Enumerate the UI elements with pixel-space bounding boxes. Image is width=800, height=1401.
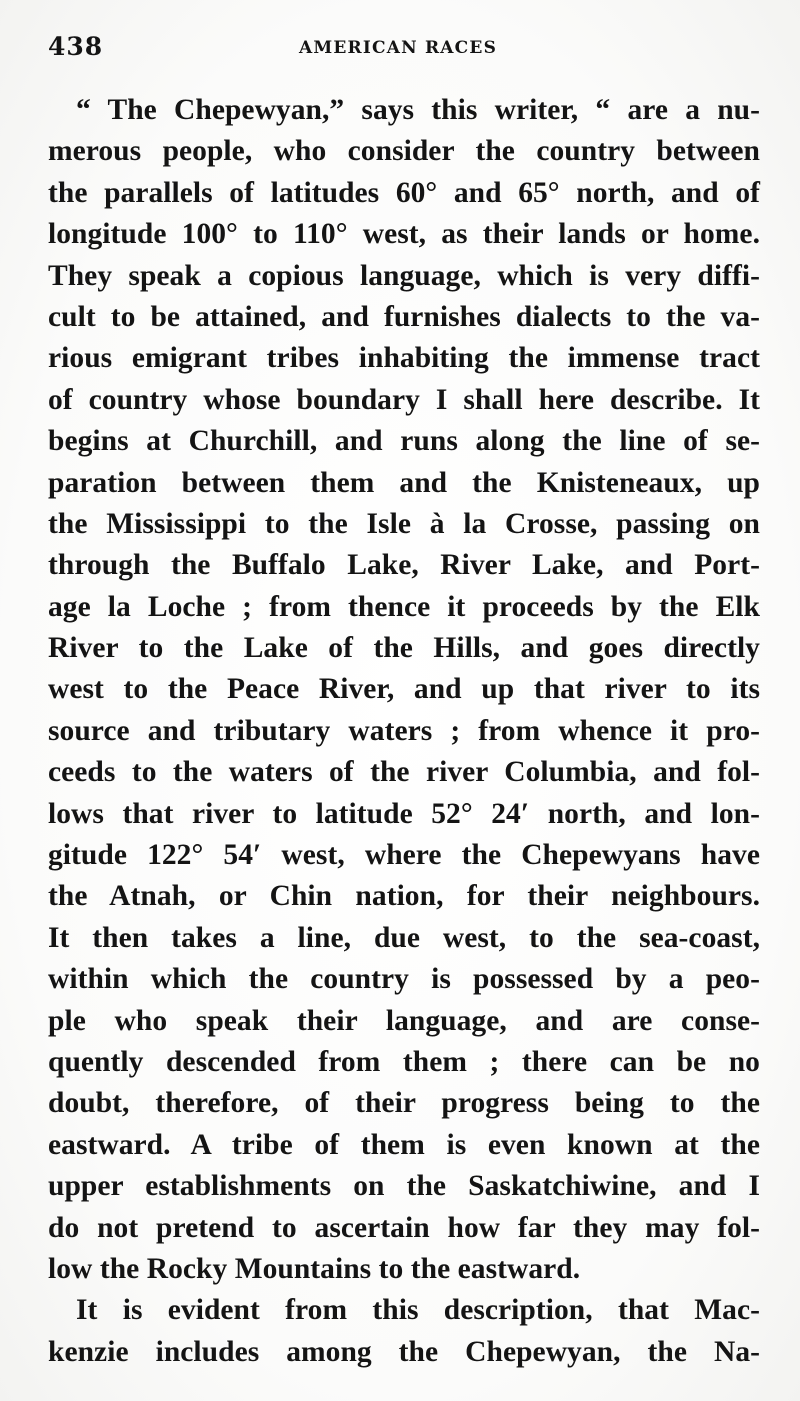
text-line: west to the Peace River, and up that river to its [48, 673, 760, 706]
text-line: kenzie includes among the Chepewyan, the Na- [48, 1335, 760, 1368]
text-line: It then takes a line, due west, to the sea-coast, [48, 921, 760, 954]
text-line: longitude 100° to 110° west, as their lands or home. [48, 218, 760, 251]
page-number: 438 [48, 32, 104, 61]
text-line: upper establishments on the Saskatchiwine, and I [48, 1170, 760, 1203]
text-line: It is evident from this description, that Mac- [76, 1294, 760, 1327]
page-header [48, 32, 748, 72]
text-line: lows that river to latitude 52° 24′ north, and lon- [48, 797, 760, 830]
text-line: eastward. A tribe of them is even known at the [48, 1128, 760, 1161]
text-line: paration between them and the Knisteneaux, up [48, 466, 760, 499]
text-line: ple who speak their language, and are conse- [48, 1004, 760, 1037]
text-line: source and tributary waters ; from whence it pro- [48, 714, 760, 747]
text-line: begins at Churchill, and runs along the line of se- [48, 425, 760, 458]
text-line: They speak a copious language, which is very diffi- [48, 259, 760, 292]
text-line: within which the country is possessed by a peo- [48, 963, 760, 996]
text-line: the Mississippi to the Isle à la Crosse, passing on [48, 507, 760, 540]
body-text [48, 90, 760, 1373]
text-line: do not pretend to ascertain how far they may fol- [48, 1211, 760, 1244]
text-line: through the Buffalo Lake, River Lake, and Port- [48, 549, 760, 582]
text-line: the parallels of latitudes 60° and 65° north, and of [48, 176, 760, 209]
text-line: the Atnah, or Chin nation, for their neighbours. [48, 880, 760, 913]
text-line: “ The Chepewyan,” says this writer, “ are a nu- [76, 94, 760, 126]
text-line: rious emigrant tribes inhabiting the immense tract [48, 342, 760, 375]
text-line: of country whose boundary I shall here describe. It [48, 383, 760, 416]
text-line: low the Rocky Mountains to the eastward. [48, 1252, 581, 1285]
text-line: merous people, who consider the country between [48, 135, 760, 168]
paragraph-1 [48, 90, 760, 1290]
paragraph-2 [48, 1290, 760, 1373]
text-line: cult to be attained, and furnishes dialects to the va- [48, 300, 760, 333]
text-line: age la Loche ; from thence it proceeds by the Elk [48, 590, 760, 623]
text-line: doubt, therefore, of their progress being to the [48, 1087, 760, 1120]
text-line: River to the Lake of the Hills, and goes directly [48, 632, 760, 665]
running-head: AMERICAN RACES [298, 38, 498, 58]
text-line: gitude 122° 54′ west, where the Chepewyans have [48, 839, 760, 872]
text-line: ceeds to the waters of the river Columbia, and fol- [48, 756, 760, 789]
text-line: quently descended from them ; there can be no [48, 1045, 760, 1078]
